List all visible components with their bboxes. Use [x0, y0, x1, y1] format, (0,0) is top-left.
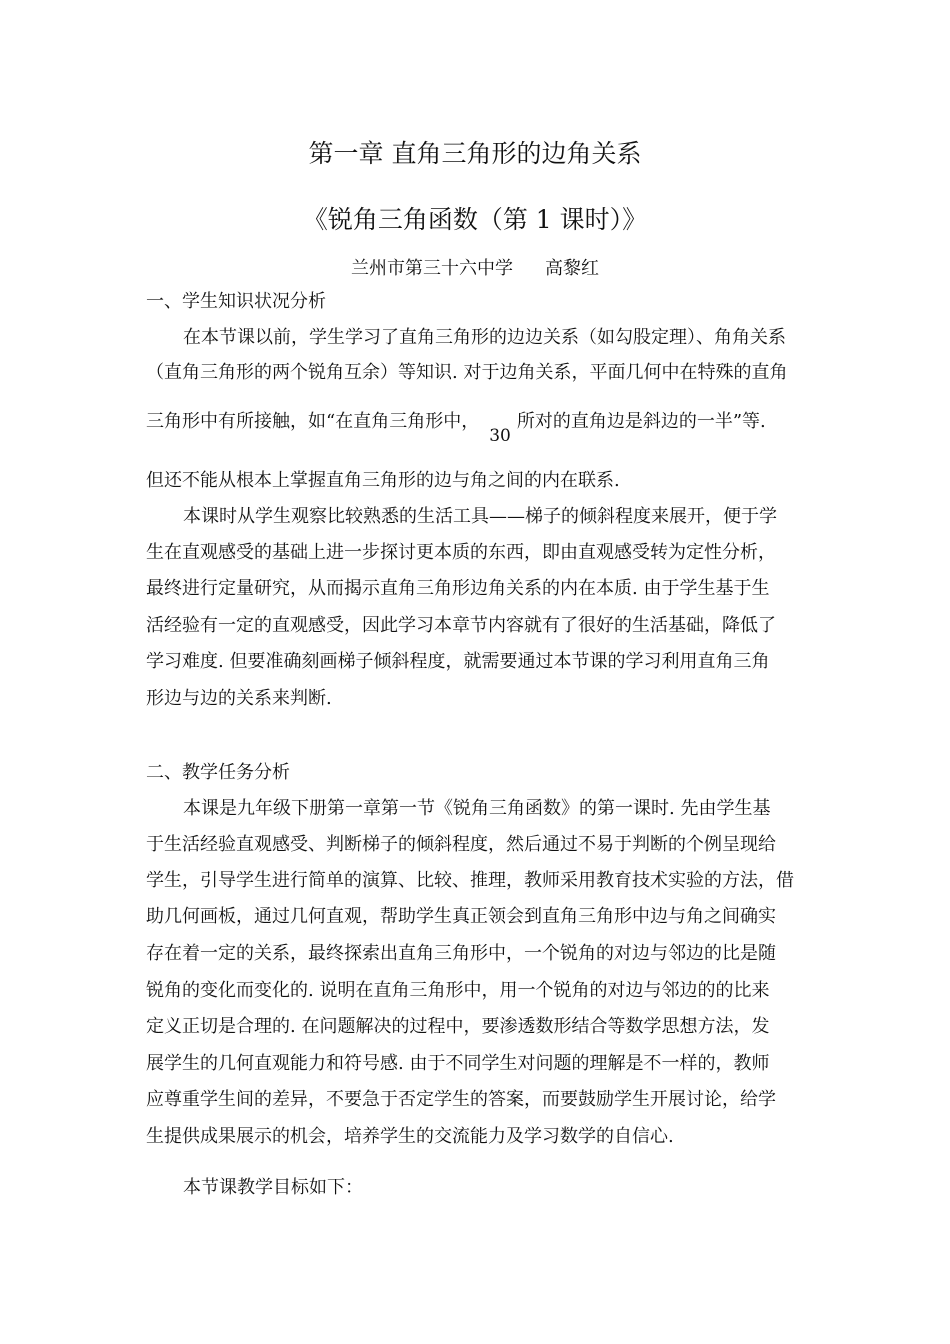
- paragraph-line: 最终进行定量研究，从而揭示直角三角形边角关系的内在本质. 由于学生基于生: [146, 578, 770, 599]
- angle-30-degree: 30: [489, 426, 511, 446]
- paragraph-line: 在本节课以前，学生学习了直角三角形的边边关系（如勾股定理）、角角关系: [183, 327, 786, 348]
- paragraph-line: 学生，引导学生进行简单的演算、比较、推理，教师采用教育技术实验的方法，借: [146, 870, 794, 891]
- paragraph-line: 活经验有一定的直观感受，因此学习本章节内容就有了很好的生活基础，降低了: [146, 615, 776, 636]
- author-name: 高黎红: [545, 258, 599, 279]
- paragraph-line: 于生活经验直观感受、判断梯子的倾斜程度，然后通过不易于判断的个例呈现给: [146, 834, 776, 855]
- text-before-angle: 三角形中有所接触，如“在直角三角形中，: [146, 411, 480, 432]
- paragraph-line: 存在着一定的关系，最终探索出直角三角形中，一个锐角的对边与邻边的比是随: [146, 943, 776, 964]
- chapter-title: 第一章 直角三角形的边角关系: [308, 139, 642, 168]
- paragraph-line: 本课时从学生观察比较熟悉的生活工具——梯子的倾斜程度来展开，便于学: [183, 506, 777, 527]
- paragraph-line: 展学生的几何直观能力和符号感. 由于不同学生对问题的理解是不一样的，教师: [146, 1053, 770, 1074]
- paragraph-line: 形边与边的关系来判断.: [146, 688, 332, 709]
- paragraph-line: 助几何画板，通过几何直观，帮助学生真正领会到直角三角形中边与角之间确实: [146, 906, 776, 927]
- paragraph-line: （直角三角形的两个锐角互余）等知识. 对于边角关系，平面几何中在特殊的直角: [146, 362, 788, 383]
- school-name: 兰州市第三十六中学: [351, 258, 513, 279]
- author-line: [0, 254, 950, 280]
- section1-heading: 一、学生知识状况分析: [146, 291, 326, 312]
- paragraph-line: 应尊重学生间的差异，不要急于否定学生的答案，而要鼓励学生开展讨论，给学: [146, 1089, 776, 1110]
- paragraph-line-with-angle: [146, 410, 766, 446]
- paragraph-line: 生在直观感受的基础上进一步探讨更本质的东西，即由直观感受转为定性分析，: [146, 542, 776, 563]
- paragraph-line: 定义正切是合理的. 在问题解决的过程中，要渗透数形结合等数学思想方法，发: [146, 1016, 770, 1037]
- section2-heading: 二、教学任务分析: [146, 762, 290, 783]
- lesson-title: 《锐角三角函数（第 1 课时）》: [302, 205, 648, 234]
- paragraph-line: 生提供成果展示的机会，培养学生的交流能力及学习数学的自信心.: [146, 1126, 674, 1147]
- paragraph-line: 本课是九年级下册第一章第一节《锐角三角函数》的第一课时. 先由学生基: [183, 798, 771, 819]
- paragraph-line: 但还不能从根本上掌握直角三角形的边与角之间的内在联系.: [146, 470, 620, 491]
- paragraph-line: 学习难度. 但要准确刻画梯子倾斜程度，就需要通过本节课的学习利用直角三角: [146, 651, 770, 672]
- text-after-angle: 所对的直角边是斜边的一半”等.: [516, 411, 766, 432]
- paragraph-line: 锐角的变化而变化的. 说明在直角三角形中，用一个锐角的对边与邻边的的比来: [146, 980, 770, 1001]
- paragraph-line: 本节课教学目标如下：: [183, 1177, 363, 1198]
